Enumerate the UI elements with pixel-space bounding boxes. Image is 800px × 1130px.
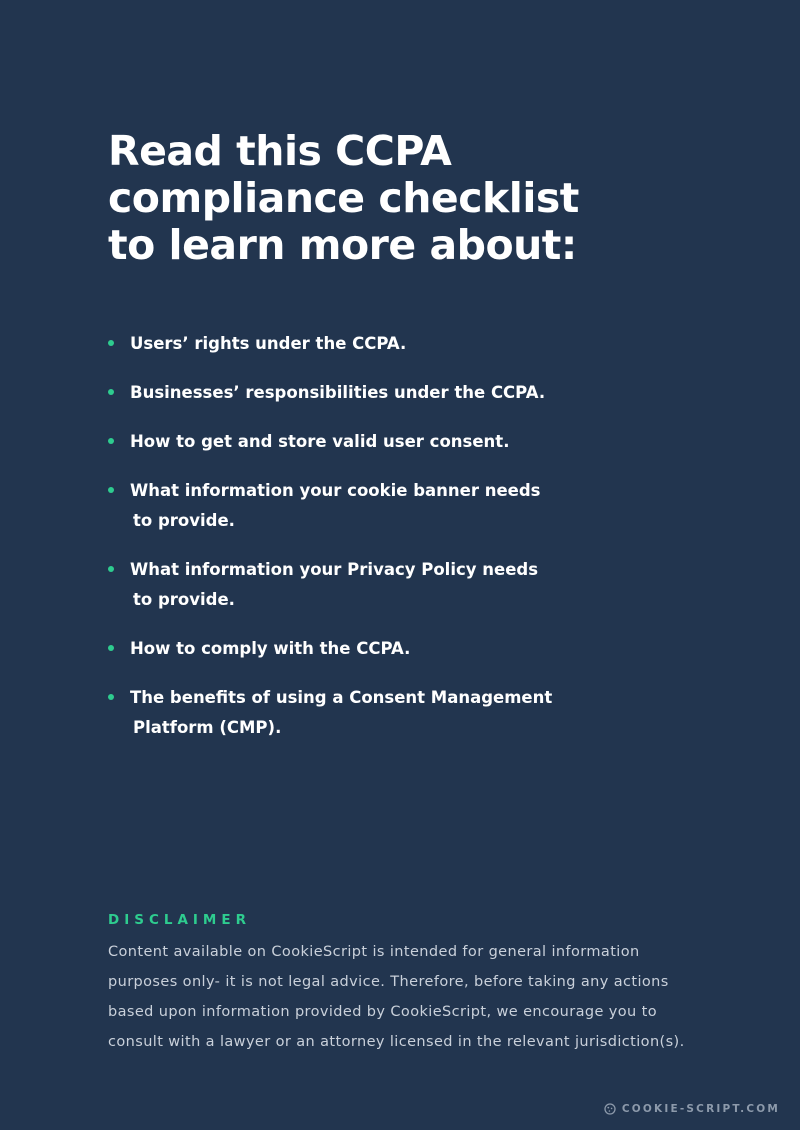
list-item-text: The benefits of using a Consent Management [130, 688, 553, 707]
list-item-text: to provide. [133, 590, 235, 609]
list-item-text: to provide. [133, 511, 235, 530]
list-item [108, 634, 748, 664]
disclaimer-text [108, 937, 748, 1057]
footer-brand [604, 1103, 780, 1115]
list-item [108, 555, 748, 615]
disclaimer-line: Content available on CookieScript is intended for general information [108, 944, 640, 960]
list-item-text: Businesses’ responsibilities under the CCPA. [130, 383, 546, 402]
bullet-dot-icon [108, 645, 114, 651]
headline-line: Read this CCPA [108, 127, 452, 175]
disclaimer-line: purposes only- it is not legal advice. Therefore, before taking any actions [108, 974, 669, 990]
bullet-dot-icon [108, 566, 114, 572]
list-item-text: Platform (CMP). [133, 718, 282, 737]
list-item [108, 683, 748, 743]
list-item [108, 378, 748, 408]
headline-line: compliance checklist [108, 174, 579, 222]
list-item-text: Users’ rights under the CCPA. [130, 334, 407, 353]
disclaimer-line: consult with a lawyer or an attorney licensed in the relevant jurisdiction(s). [108, 1034, 685, 1050]
cookie-icon [604, 1103, 616, 1115]
topics-list [108, 329, 748, 762]
list-item-text: How to comply with the CCPA. [130, 639, 411, 658]
disclaimer-title: DISCLAIMER [108, 912, 251, 928]
list-item [108, 329, 748, 359]
list-item [108, 476, 748, 536]
list-item-text: What information your cookie banner needs [130, 481, 541, 500]
list-item-text: How to get and store valid user consent. [130, 432, 510, 451]
bullet-dot-icon [108, 438, 114, 444]
headline [108, 128, 728, 269]
headline-line: to learn more about: [108, 221, 577, 269]
bullet-dot-icon [108, 694, 114, 700]
bullet-dot-icon [108, 389, 114, 395]
list-item-text: What information your Privacy Policy needs [130, 560, 539, 579]
list-item [108, 427, 748, 457]
brand-name: COOKIE-SCRIPT.COM [621, 1103, 780, 1115]
disclaimer-line: based upon information provided by CookieScript, we encourage you to [108, 1004, 658, 1020]
bullet-dot-icon [108, 340, 114, 346]
bullet-dot-icon [108, 487, 114, 493]
